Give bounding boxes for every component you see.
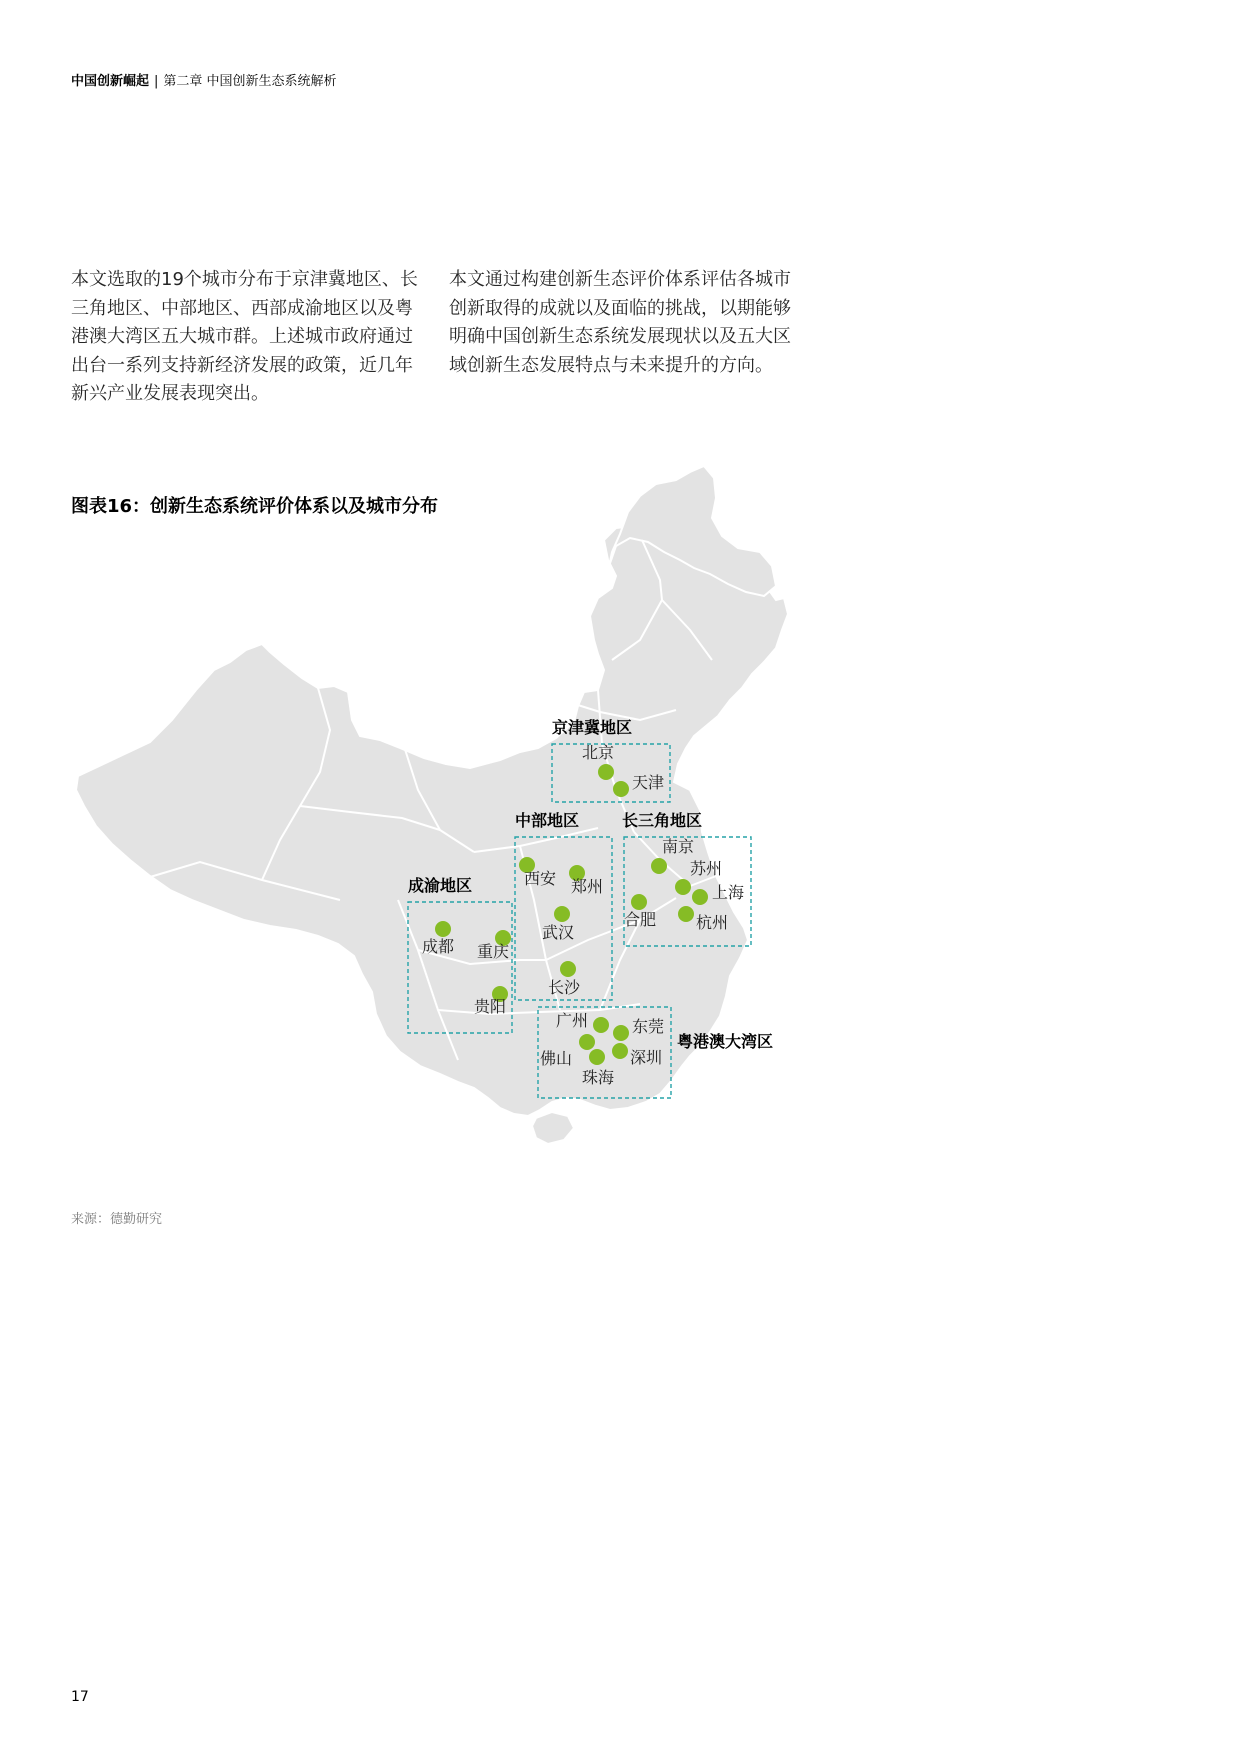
city-label: 广州 — [556, 1011, 589, 1030]
book-title: 中国创新崛起 — [71, 74, 150, 89]
intro-paragraph-left: 本文选取的19个城市分布于京津冀地区、长三角地区、中部地区、西部成渝地区以及粤港澳大湾区五大城市群。上述城市政府通过出台一系列支持新经济发展的政策，近几年新兴产业发展表现突出。 — [71, 269, 418, 404]
city-marker — [560, 961, 576, 977]
city-label: 北京 — [582, 743, 615, 762]
city-marker — [589, 1049, 605, 1065]
city-marker — [675, 879, 691, 895]
city-marker — [692, 889, 708, 905]
city-marker — [651, 858, 667, 874]
city-marker — [613, 781, 629, 797]
city-marker — [435, 921, 451, 937]
city-label: 长沙 — [548, 978, 581, 997]
city-label: 深圳 — [630, 1048, 663, 1067]
city-label: 苏州 — [690, 859, 723, 878]
province-border-line — [256, 980, 376, 1014]
chapter-title: 第二章 中国创新生态系统解析 — [163, 74, 337, 89]
city-label: 杭州 — [696, 913, 729, 932]
city-label: 西安 — [524, 869, 557, 888]
city-label: 东莞 — [632, 1017, 665, 1036]
city-marker — [678, 906, 694, 922]
region-label: 粤港澳大湾区 — [677, 1032, 774, 1051]
region-label: 中部地区 — [515, 811, 580, 830]
region-label: 长三角地区 — [622, 811, 703, 830]
city-label: 佛山 — [540, 1049, 573, 1068]
city-marker — [631, 894, 647, 910]
header-separator: | — [154, 74, 159, 89]
city-label: 上海 — [712, 883, 745, 902]
city-label: 贵阳 — [474, 997, 507, 1016]
city-label: 武汉 — [542, 923, 575, 942]
city-label: 南京 — [662, 837, 695, 856]
city-label: 合肥 — [624, 910, 657, 929]
city-marker — [612, 1043, 628, 1059]
city-marker — [579, 1034, 595, 1050]
city-marker — [554, 906, 570, 922]
city-label: 郑州 — [571, 877, 604, 896]
city-label: 成都 — [422, 937, 455, 956]
source-note: 来源：德勤研究 — [71, 1212, 163, 1227]
city-label: 重庆 — [477, 942, 510, 961]
page-number: 17 — [71, 1689, 89, 1705]
region-label: 成渝地区 — [408, 876, 473, 895]
hainan-island — [532, 1112, 574, 1144]
city-label: 珠海 — [582, 1068, 615, 1087]
city-label: 天津 — [632, 773, 665, 792]
city-marker — [613, 1025, 629, 1041]
intro-paragraph-right: 本文通过构建创新生态评价体系评估各城市创新取得的成就以及面临的挑战，以期能够明确中国创新生态系统发展现状以及五大区域创新生态发展特点与未来提升的方向。 — [449, 269, 791, 376]
city-marker — [598, 764, 614, 780]
region-label: 京津冀地区 — [552, 718, 633, 737]
city-marker — [593, 1017, 609, 1033]
figure-title: 图表16：创新生态系统评价体系以及城市分布 — [71, 496, 439, 517]
